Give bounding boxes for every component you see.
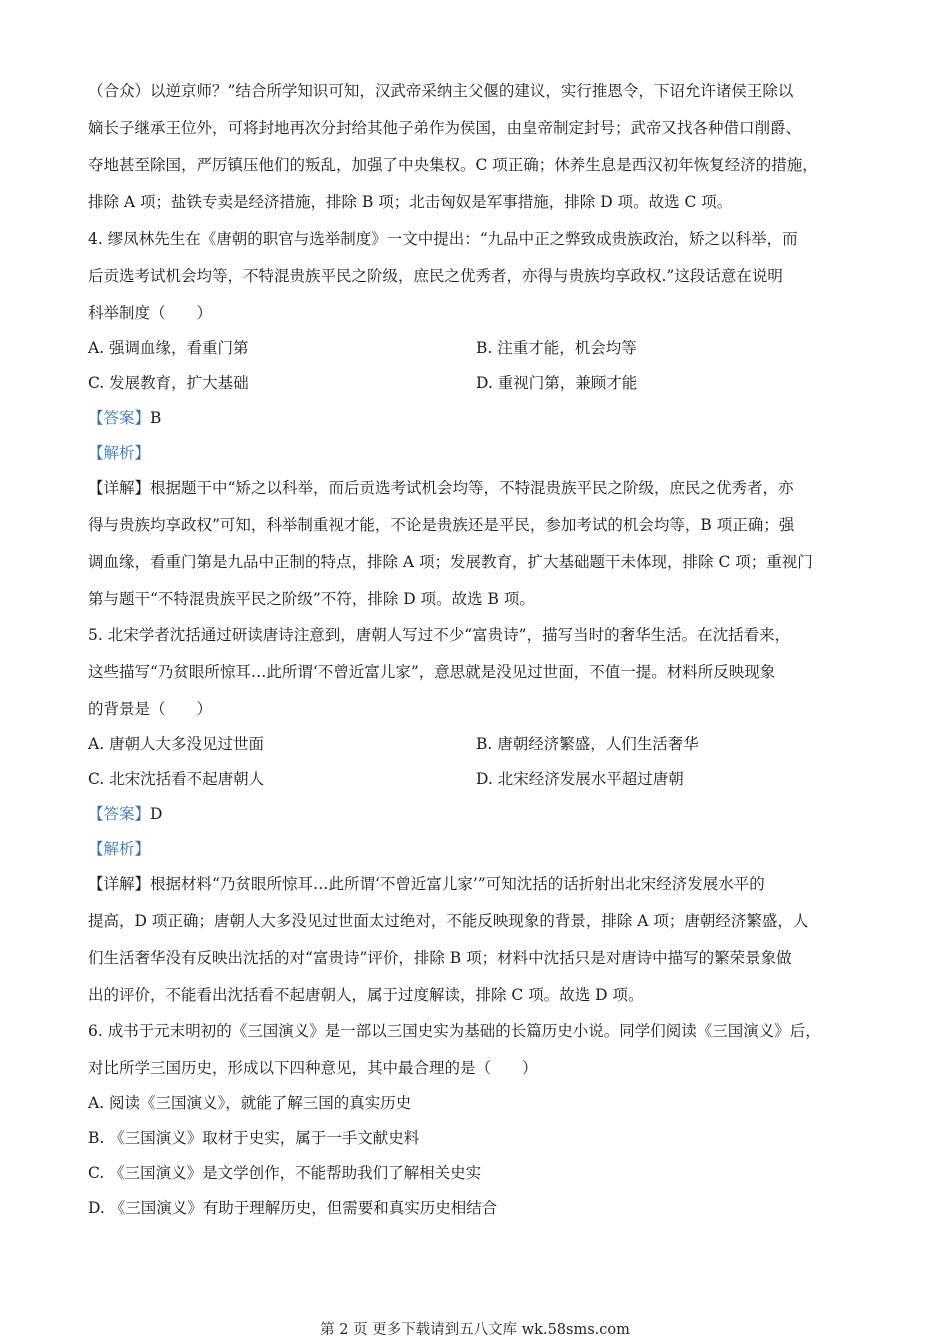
page-footer: 第 2 页 更多下载请到五八文库 wk.58sms.com [320,1322,630,1338]
q5-analysis-label: 【解析】 [88,840,151,858]
q4-stem-line: 4. 缪凤林先生在《唐朝的职官与选举制度》一文中提出：“九品中正之弊致成贵族政治，矫之以科举，而 [88,230,798,248]
q6-stem-line: 6. 成书于元末明初的《三国演义》是一部以三国史实为基础的长篇历史小说。同学们阅读《三国演义》后， [88,1022,821,1040]
answer-value: B [150,409,162,427]
intro-line: 夺地甚至除国，严厉镇压他们的叛乱，加强了中央集权。C 项正确；休养生息是西汉初年恢复经济的措施， [88,156,818,174]
q6-option-a: A. 阅读《三国演义》，就能了解三国的真实历史 [88,1094,412,1112]
intro-line: 排除 A 项；盐铁专卖是经济措施，排除 B 项；北击匈奴是军事措施，排除 D 项。故选 C 项。 [88,193,733,211]
q5-stem-line: 的背景是（ ） [88,700,213,718]
q5-option-a: A. 唐朝人大多没见过世面 [88,735,265,753]
q6-stem-line: 对比所学三国历史，形成以下四种意见，其中最合理的是（ ） [88,1059,538,1077]
q4-option-a: A. 强调血缘，看重门第 [88,339,249,357]
q4-option-d: D. 重视门第，兼顾才能 [476,374,638,392]
answer-label: 【答案】 [88,409,151,427]
q5-detail-line: 出的评价，不能看出沈括看不起唐朝人，属于过度解读，排除 C 项。故选 D 项。 [88,986,644,1004]
q6-option-c: C. 《三国演义》是文学创作，不能帮助我们了解相关史实 [88,1164,482,1182]
q5-detail-line: 们生活奢华没有反映出沈括的对“富贵诗”评价，排除 B 项；材料中沈括只是对唐诗中描写的繁荣景象做 [88,949,792,967]
intro-line: （合众）以逆京师？”结合所学知识可知，汉武帝采纳主父偃的建议，实行推恩令，下诏允许诸侯王除以 [88,82,794,100]
q4-option-b: B. 注重才能，机会均等 [476,339,637,357]
q5-option-d: D. 北宋经济发展水平超过唐朝 [476,770,684,788]
intro-line: 嫡长子继承王位外，可将封地再次分封给其他子弟作为侯国，由皇帝制定封号；武帝又找各种借口削爵、 [88,119,802,137]
q4-option-c: C. 发展教育，扩大基础 [88,374,249,392]
answer-label: 【答案】 [88,805,151,823]
q5-detail-line: 提高，D 项正确；唐朝人大多没见过世面太过绝对，不能反映现象的背景，排除 A 项；唐朝经济繁盛，人 [88,912,809,930]
q6-option-b: B. 《三国演义》取材于史实，属于一手文献史料 [88,1129,420,1147]
q4-stem-line: 科举制度（ ） [88,304,213,322]
q4-answer [88,406,868,430]
detail-label: 【详解】 [88,875,151,893]
detail-label: 【详解】 [88,479,151,497]
q4-analysis-label: 【解析】 [88,444,151,462]
q5-option-b: B. 唐朝经济繁盛，人们生活奢华 [476,735,699,753]
q4-detail-line: 得与贵族均享政权”可知，科举制重视才能，不论是贵族还是平民，参加考试的机会均等，B 项正确；强 [88,516,795,534]
q6-option-d: D. 《三国演义》有助于理解历史，但需要和真实历史相结合 [88,1199,498,1217]
q4-detail-line: 调血缘，看重门第是九品中正制的特点，排除 A 项；发展教育，扩大基础题干未体现，排除 C 项；重视门 [88,553,813,571]
q5-answer [88,802,868,826]
detail-text: 根据题干中“矫之以科举，而后贡选考试机会均等，不特混贵族平民之阶级，庶民之优秀者，亦 [150,479,794,497]
answer-value: D [150,805,163,823]
q4-detail-line [88,476,868,500]
detail-text: 根据材料“乃贫眼所惊耳…此所谓‘不曾近富儿家’”可知沈括的话折射出北宋经济发展水平的 [150,875,765,893]
q5-stem-line: 这些描写“乃贫眼所惊耳…此所谓‘不曾近富儿家”，意思就是没见过世面，不值一提。材料所反映现象 [88,663,776,681]
q5-stem-line: 5. 北宋学者沈括通过研读唐诗注意到，唐朝人写过不少“富贵诗”，描写当时的奢华生活。在沈括看来， [88,626,791,644]
q4-detail-line: 第与题干“不特混贵族平民之阶级”不符，排除 D 项。故选 B 项。 [88,590,535,608]
q5-detail-line [88,872,868,896]
q5-option-c: C. 北宋沈括看不起唐朝人 [88,770,265,788]
q4-stem-line: 后贡选考试机会均等，不特混贵族平民之阶级，庶民之优秀者，亦得与贵族均享政权.”这段话意在说明 [88,267,783,285]
